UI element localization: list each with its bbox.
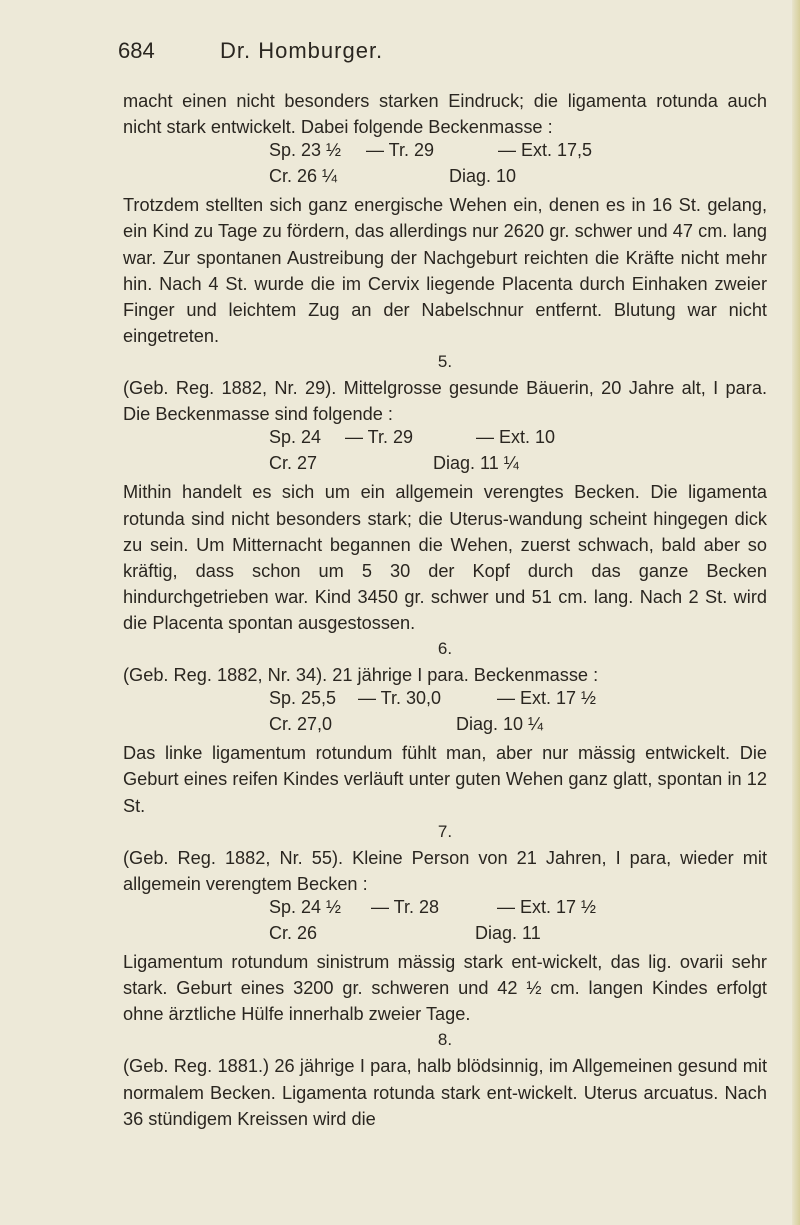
measure-sp: Sp. 23 ½ — [269, 140, 342, 161]
measure-diag: Diag. 10 ¼ — [456, 714, 544, 735]
measure-ext: — Ext. 17 ½ — [497, 688, 597, 709]
paragraph: (Geb. Reg. 1882, Nr. 55). Kleine Person von 21 Jahren, I para, wieder mit allgemein verengtem Becken : — [123, 847, 767, 894]
paragraph: (Geb. Reg. 1881.) 26 jährige I para, halb blödsinnig, im Allgemeinen gesund mit normalem Becken. Ligamenta rotunda stark ent-wickelt. Uterus arcuatus. Nach 36 stündigem Kreissen wird die — [123, 1056, 767, 1129]
body-text — [123, 88, 767, 1132]
measure-diag: Diag. 11 ¼ — [433, 453, 519, 474]
measure-cr: Cr. 27 — [269, 453, 318, 474]
page-edge — [792, 0, 800, 1225]
measure-diag: Diag. 11 — [475, 923, 541, 943]
measure-cr: Cr. 27,0 — [269, 714, 333, 735]
measure-tr: — Tr. 29 — [366, 140, 435, 161]
measure-cr: Cr. 26 — [269, 923, 318, 943]
measure-tr: — Tr. 28 — [371, 896, 440, 917]
measure-row — [123, 140, 767, 166]
paragraph: Mithin handelt es sich um ein allgemein verengtes Becken. Die ligamenta rotunda sind nicht besonders stark; die Uterus-wandung scheint hingegen dick zu sein. Um Mitternacht begannen die Wehen, zuerst schwach, bald aber so kräftig, dass schon um 5 30 der Kopf durch das ganze Becken hindurchgetrieben war. Kind 3450 gr. schwer und 51 cm. lang. Nach 2 St. wird die Placenta spontan ausgestossen. — [123, 482, 767, 633]
measure-row — [123, 166, 767, 192]
paragraph: macht einen nicht besonders starken Eindruck; die ligamenta rotunda auch nicht stark entwickelt. Dabei folgende Beckenmasse : — [123, 91, 767, 138]
paragraph: Trotzdem stellten sich ganz energische Wehen ein, denen es in 16 St. gelang, ein Kind zu Tage zu fördern, das allerdings nur 2620 gr. schwer und 47 cm. lang war. Zur spontanen Austreibung der Nachgeburt reichten die Kräfte nicht mehr hin. Nach 4 St. wurde die im Cervix liegende Placenta durch Einhaken zweier Finger und leichtem Zug an der Nabelschnur entfernt. Blutung war nicht eingetreten. — [123, 195, 767, 346]
paragraph: Ligamentum rotundum sinistrum mässig stark ent-wickelt, das lig. ovarii sehr stark. Geburt eines 3200 gr. schweren und 42 ½ cm. langen Kindes erfolgt ohne ärztliche Hülfe innerhalb zweier Tage. — [123, 952, 767, 1025]
paragraph: (Geb. Reg. 1882, Nr. 34). 21 jährige I para. Beckenmasse : — [123, 665, 599, 686]
measure-ext: — Ext. 17 ½ — [497, 896, 597, 917]
measure-tr: — Tr. 30,0 — [358, 688, 442, 709]
measure-cr: Cr. 26 ¼ — [269, 166, 338, 187]
measure-row — [123, 453, 767, 479]
measure-row — [123, 427, 767, 453]
measure-row — [123, 923, 767, 949]
running-header — [118, 38, 678, 72]
paragraph: Das linke ligamentum rotundum fühlt man, aber nur mässig entwickelt. Die Geburt eines reifen Kindes verläuft unter guten Wehen ganz glatt, spontan in 12 St. — [123, 743, 767, 816]
page-number: 684 — [118, 38, 155, 63]
measure-tr: — Tr. 29 — [345, 427, 414, 448]
measure-sp: Sp. 24 — [269, 427, 322, 448]
measure-row — [123, 688, 767, 714]
running-title: Dr. Homburger. — [220, 38, 384, 63]
measure-row — [123, 897, 767, 923]
paragraph: (Geb. Reg. 1882, Nr. 29). Mittelgrosse gesunde Bäuerin, 20 Jahre alt, I para. Die Beckenmasse sind folgende : — [123, 378, 767, 425]
section-number: 7. — [437, 821, 453, 841]
measure-sp: Sp. 25,5 — [269, 688, 337, 709]
section-number: 5. — [437, 351, 453, 371]
measure-row — [123, 714, 767, 740]
section-number: 8. — [437, 1030, 453, 1050]
measure-diag: Diag. 10 — [449, 166, 517, 187]
measure-ext: — Ext. 17,5 — [498, 140, 593, 161]
section-number: 6. — [437, 638, 453, 658]
measure-ext: — Ext. 10 — [476, 427, 556, 448]
measure-sp: Sp. 24 ½ — [269, 896, 342, 917]
